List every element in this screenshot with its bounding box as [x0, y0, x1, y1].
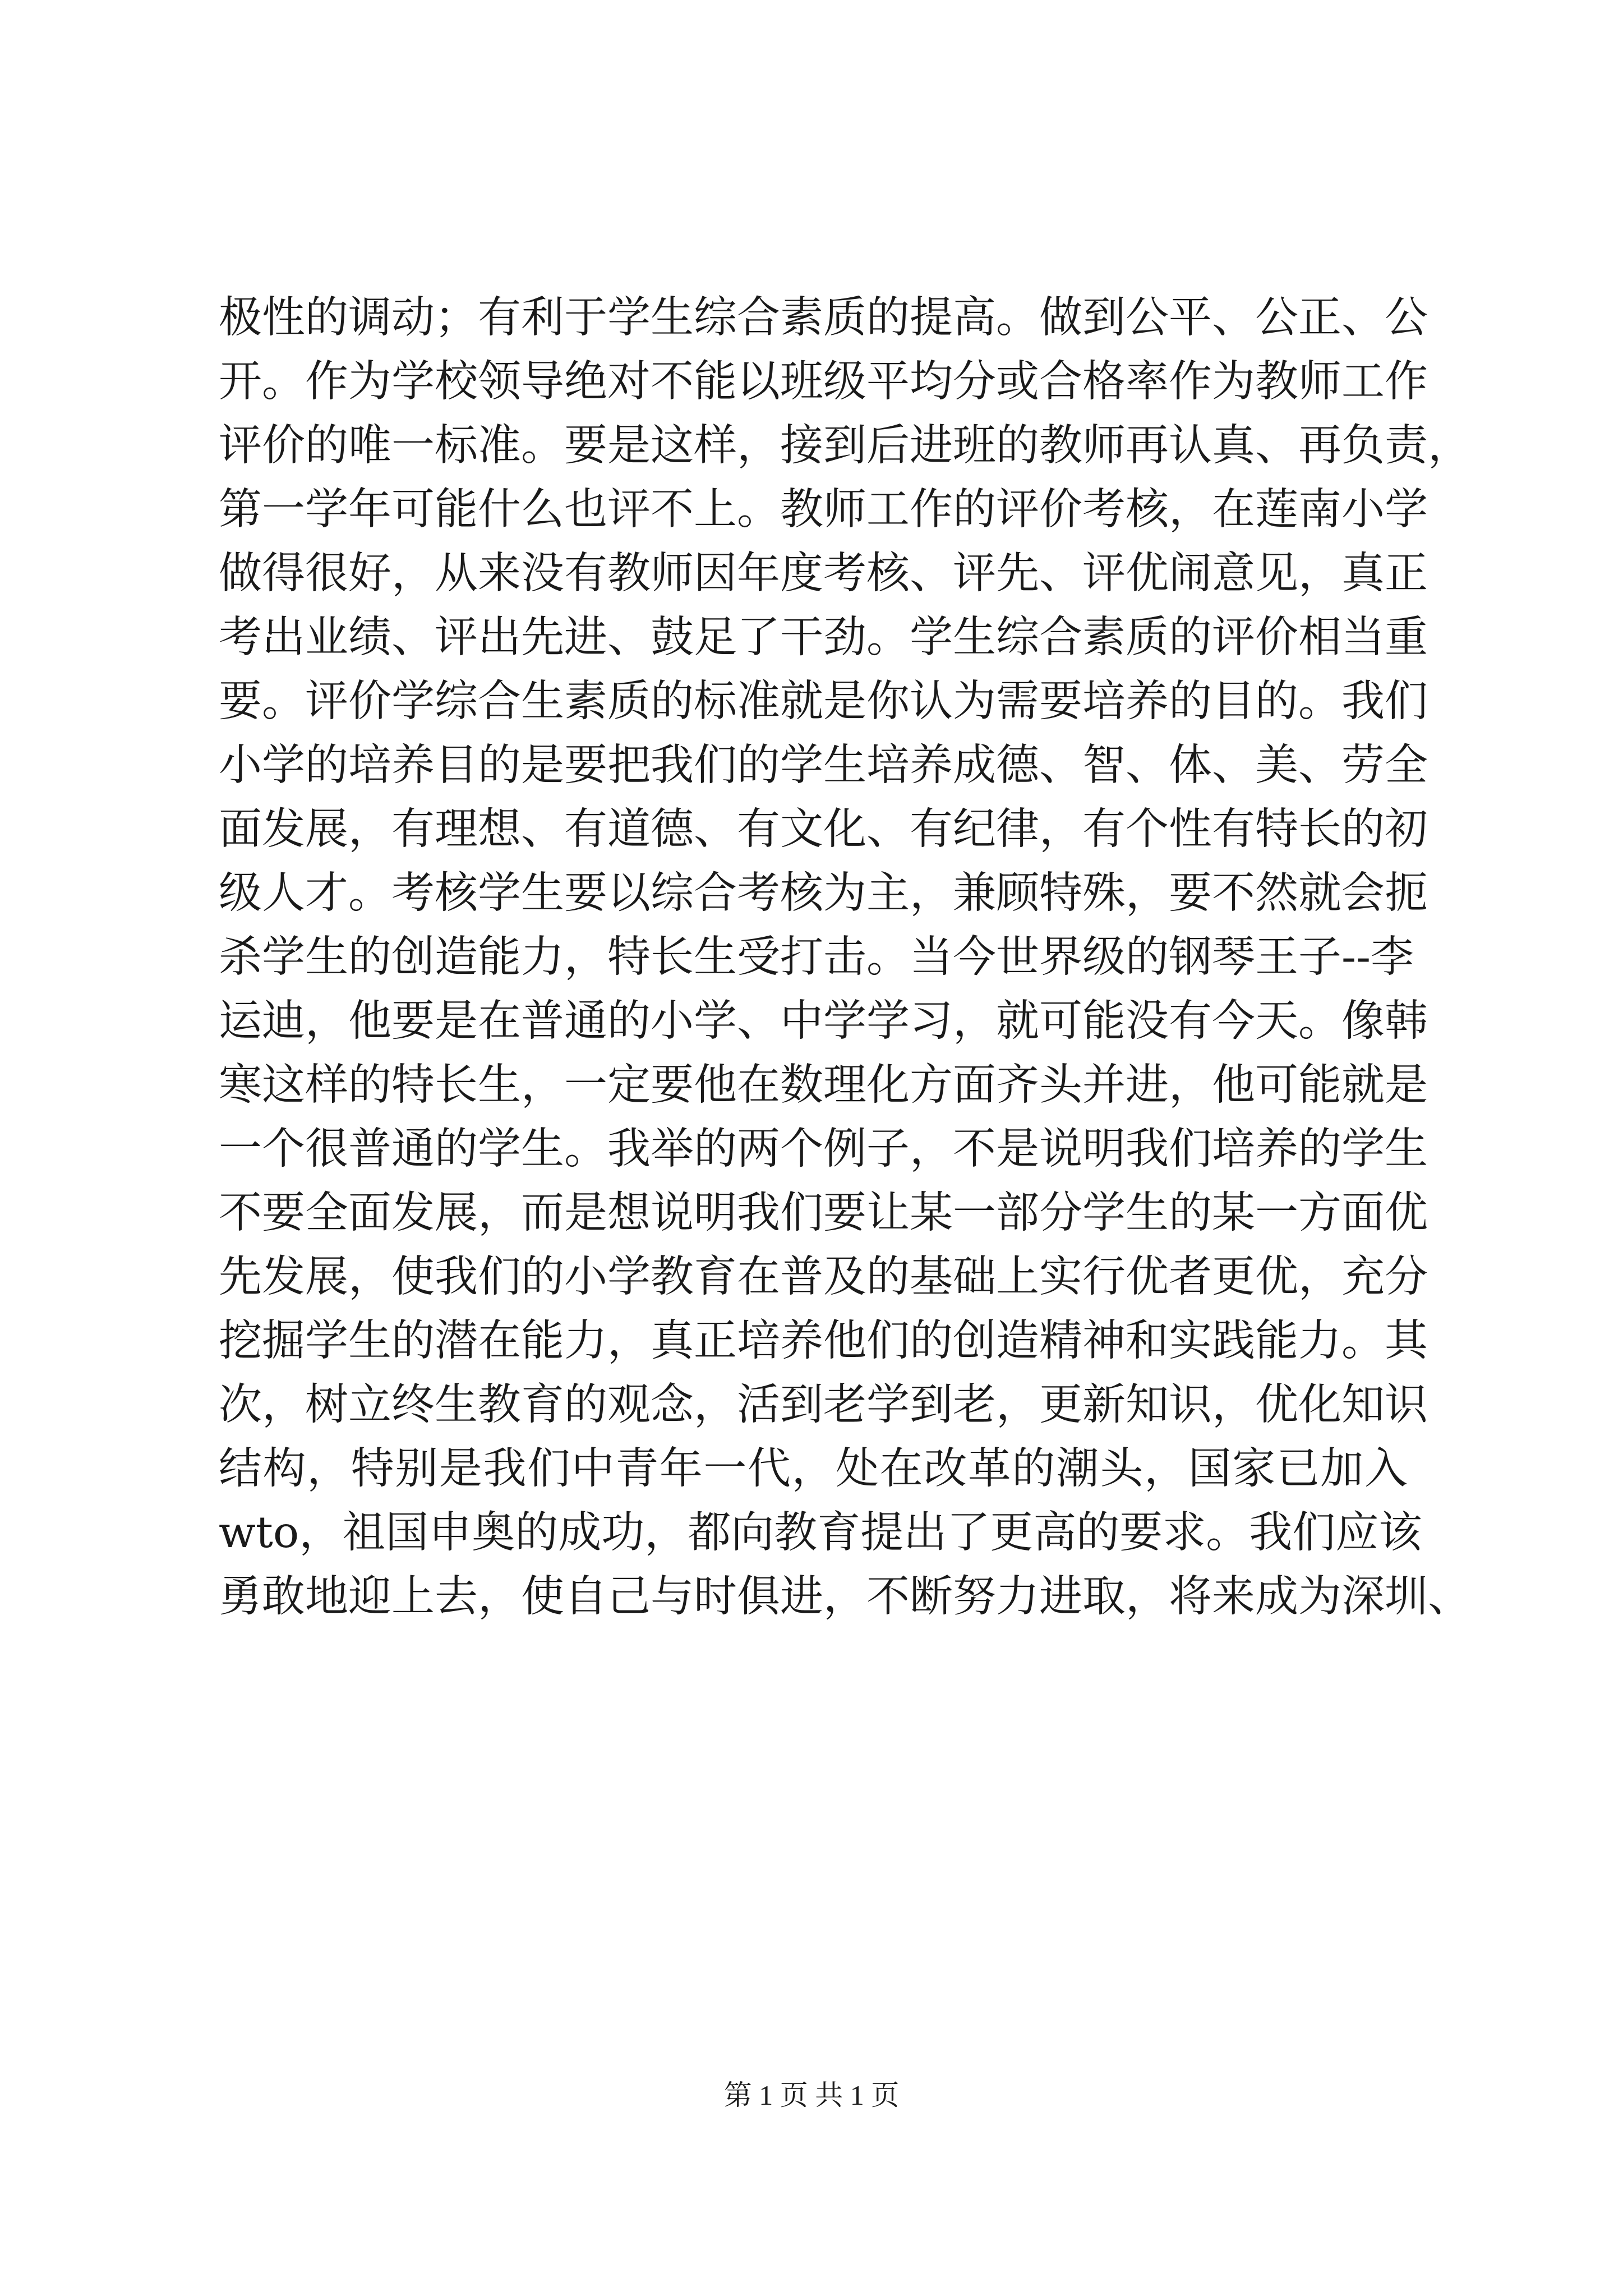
- text-line: 做得很好，从来没有教师因年度考核、评先、评优闹意见，真正: [219, 549, 1428, 599]
- text-line: 次，树立终生教育的观念，活到老学到老，更新知识，优化知识: [219, 1380, 1428, 1430]
- text-line: 先发展，使我们的小学教育在普及的基础上实行优者更优，充分: [219, 1252, 1428, 1302]
- text-line: 小学的培养目的是要把我们的学生培养成德、智、体、美、劳全: [219, 740, 1428, 790]
- text-line: 挖掘学生的潜在能力，真正培养他们的创造精神和实践能力。其: [219, 1316, 1428, 1366]
- text-line: wto，祖国申奥的成功，都向教育提出了更高的要求。我们应该: [219, 1508, 1422, 1558]
- text-line: 要。评价学综合生素质的标准就是你认为需要培养的目的。我们: [219, 677, 1428, 726]
- text-line: 寒这样的特长生，一定要他在数理化方面齐头并进，他可能就是: [219, 1060, 1428, 1110]
- text-line: 面发展，有理想、有道德、有文化、有纪律，有个性有特长的初: [219, 804, 1428, 854]
- text-line: 级人才。考核学生要以综合考核为主，兼顾特殊，要不然就会扼: [219, 868, 1428, 918]
- text-line: 极性的调动；有利于学生综合素质的提高。做到公平、公正、公: [219, 293, 1428, 343]
- text-line: 评价的唯一标准。要是这样，接到后进班的教师再认真、再负责，: [219, 421, 1471, 471]
- text-line: 运迪，他要是在普通的小学、中学学习，就可能没有今天。像韩: [219, 996, 1428, 1046]
- page-footer: 第 1 页 共 1 页: [723, 2079, 900, 2111]
- text-line: 开。作为学校领导绝对不能以班级平均分或合格率作为教师工作: [219, 357, 1428, 407]
- body-paragraph: [219, 286, 1471, 1629]
- text-line: 一个很普通的学生。我举的两个例子，不是说明我们培养的学生: [219, 1124, 1428, 1174]
- text-line: 勇敢地迎上去，使自己与时俱进，不断努力进取，将来成为深圳、: [219, 1572, 1471, 1622]
- text-line: 结构，特别是我们中青年一代，处在改革的潮头，国家已加入: [219, 1444, 1408, 1494]
- text-line: 第一学年可能什么也评不上。教师工作的评价考核，在莲南小学: [219, 485, 1428, 535]
- text-line: 不要全面发展，而是想说明我们要让某一部分学生的某一方面优: [219, 1188, 1428, 1238]
- text-line: 杀学生的创造能力，特长生受打击。当今世界级的钢琴王子--李: [219, 932, 1414, 982]
- text-line: 考出业绩、评出先进、鼓足了干劲。学生综合素质的评价相当重: [219, 613, 1428, 662]
